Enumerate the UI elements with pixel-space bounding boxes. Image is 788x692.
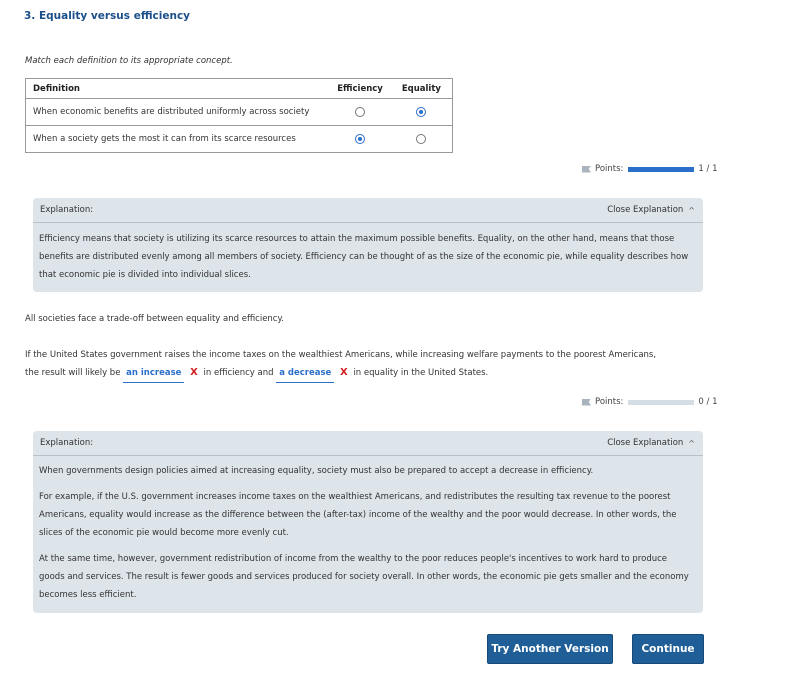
close-explanation-link[interactable] [607,205,695,215]
explanation-paragraph-1: When governments design policies aimed at increasing equality, society must also be prepared to accept a decrease in efficiency. [39,466,594,476]
definition-text: When economic benefits are distributed uniformly across society [26,99,330,126]
points-label: Points: [595,164,624,174]
points-indicator-2 [582,397,718,407]
question-line-1: If the United States government raises the income taxes on the wealthiest Americans, while increasing welfare payments to the poorest Americans, [25,350,657,360]
chevron-up-icon: ^ [688,205,695,215]
question-title: 3. Equality versus efficiency [24,10,191,22]
close-explanation-link[interactable] [607,438,695,448]
close-explanation-label: Close Explanation [607,438,684,448]
statement-text: All societies face a trade-off between equality and efficiency. [25,314,285,324]
incorrect-x-icon: X [190,367,198,378]
points-label: Points: [595,397,624,407]
explanation-paragraph-2: For example, if the U.S. government increases income taxes on the wealthiest Americans, and redistributes the resulting tax revenue to the poorest Americans, equality would increase as the difference between the (after-tax) income of the wealthy and the poor would decrease. In other words, the slices of the economic pie would become more evenly cut. [39,492,677,538]
points-score: 1 / 1 [698,164,718,174]
explanation-panel-2 [33,431,703,613]
table-row [26,99,453,126]
explanation-paragraph-3: At the same time, however, government redistribution of income from the wealthy to the poor reduces people's incentives to work hard to produce goods and services. The result is fewer goods and services produced for society overall. In other words, the economic pie gets smaller and the economy becomes less efficient. [39,554,689,600]
header-definition: Definition [26,79,330,99]
radio-efficiency-row2[interactable] [355,134,365,144]
flag-icon [582,166,591,173]
answer-dropdown-1[interactable]: an increase [123,364,184,383]
close-explanation-label: Close Explanation [607,205,684,215]
explanation-label: Explanation: [40,205,94,215]
incorrect-x-icon: X [340,367,348,378]
matching-table [25,78,453,153]
radio-equality-row2[interactable] [416,134,426,144]
definition-text: When a society gets the most it can from its scarce resources [26,126,330,153]
table-row [26,126,453,153]
explanation-panel-1 [33,198,703,292]
continue-button[interactable]: Continue [632,634,704,664]
question-text: in equality in the United States. [353,368,489,378]
question-text: the result will likely be [25,368,121,378]
question-line-2 [25,364,725,383]
header-efficiency: Efficiency [329,79,390,99]
points-score: 0 / 1 [698,397,718,407]
chevron-up-icon: ^ [688,438,695,448]
question-text: in efficiency and [203,368,274,378]
fill-in-question [25,346,725,383]
flag-icon [582,399,591,406]
points-bar [628,400,694,405]
explanation-text: Efficiency means that society is utilizing its scarce resources to attain the maximum possible benefits. Equality, on the other hand, means that those benefits are distributed evenly among all members of society. Efficiency can be thought of as the size of the economic pie, while equality describes how that economic pie is divided into individual slices. [39,234,689,280]
radio-efficiency-row1[interactable] [355,107,365,117]
points-indicator-1 [582,164,718,174]
header-equality: Equality [391,79,453,99]
radio-equality-row1[interactable] [416,107,426,117]
answer-dropdown-2[interactable]: a decrease [276,364,334,383]
table-header-row [26,79,453,99]
instruction-text: Match each definition to its appropriate concept. [25,56,233,66]
try-another-version-button[interactable]: Try Another Version [487,634,613,664]
explanation-label: Explanation: [40,438,94,448]
points-bar [628,167,694,172]
